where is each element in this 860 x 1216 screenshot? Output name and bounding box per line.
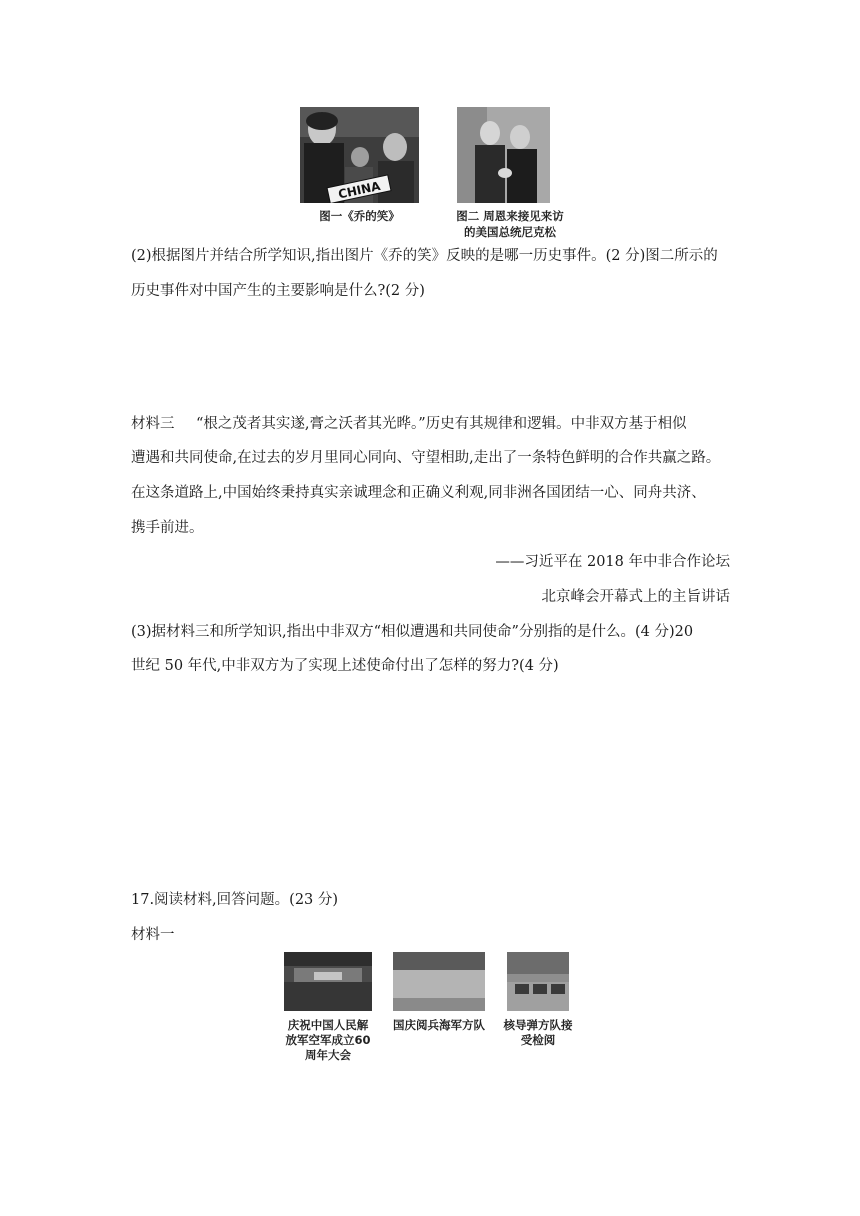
q3-line2: 世纪 50 年代,中非双方为了实现上述使命付出了怎样的努力?(4 分) <box>131 658 559 674</box>
figure2-caption-line2: 的美国总统尼克松 <box>464 225 556 239</box>
q2-line2: 历史事件对中国产生的主要影响是什么?(2 分) <box>131 283 425 299</box>
material3-line3: 在这条道路上,中国始终秉持真实亲诚理念和正确义利观,同非洲各国团结一心、同舟共济、 <box>131 485 706 501</box>
photo-navy-parade <box>393 952 485 1011</box>
figure-b-caption: 国庆阅兵海军方队 <box>393 1018 485 1032</box>
q2-line1: (2)根据图片并结合所学知识,指出图片《乔的笑》反映的是哪一历史事件。(2 分)图二所示的 <box>131 248 718 264</box>
photo-zhou-nixon <box>457 107 550 203</box>
china-sign-text: CHINA <box>336 178 382 202</box>
material3-source2: 北京峰会开幕式上的主旨讲话 <box>541 589 730 605</box>
figure2-caption-line1: 图二 周恩来接见来访 <box>456 209 564 223</box>
photo-qiao-smile <box>300 107 419 203</box>
q3-line1: (3)据材料三和所学知识,指出中非双方“相似遭遇和共同使命”分别指的是什么。(4 分)20 <box>131 624 694 640</box>
material1-label: 材料一 <box>131 927 175 943</box>
figure-a-caption-line2: 放军空军成立60 <box>285 1033 371 1047</box>
material3-label: 材料三 <box>131 416 175 432</box>
figure-a-caption-line3: 周年大会 <box>305 1048 351 1062</box>
figure1-caption: 图一《乔的笑》 <box>319 209 400 223</box>
photo-missile-parade <box>507 952 569 1011</box>
photo-missile-parade-graphic <box>507 952 569 1011</box>
material3-line1: “根之茂者其实遂,膏之沃者其光晔。”历史有其规律和逻辑。中非双方基于相似 <box>196 416 687 432</box>
material3-source1: ——习近平在 2018 年中非合作论坛 <box>495 554 730 570</box>
q17-heading: 17.阅读材料,回答问题。(23 分) <box>131 892 339 908</box>
material3-line4: 携手前进。 <box>131 520 204 536</box>
photo-navy-parade-graphic <box>393 952 485 1011</box>
photo-qiao-smile-graphic <box>300 107 419 203</box>
figure-a-caption-line1: 庆祝中国人民解 <box>287 1018 369 1032</box>
photo-air-force-graphic <box>284 952 372 1011</box>
photo-zhou-nixon-graphic <box>457 107 550 203</box>
figure-c-caption-line1: 核导弹方队接 <box>503 1018 573 1032</box>
figure-c-caption-line2: 受检阅 <box>520 1033 556 1047</box>
photo-air-force-conference <box>284 952 372 1011</box>
material3-line2: 遭遇和共同使命,在过去的岁月里同心同向、守望相助,走出了一条特色鲜明的合作共赢之路。 <box>131 450 721 466</box>
